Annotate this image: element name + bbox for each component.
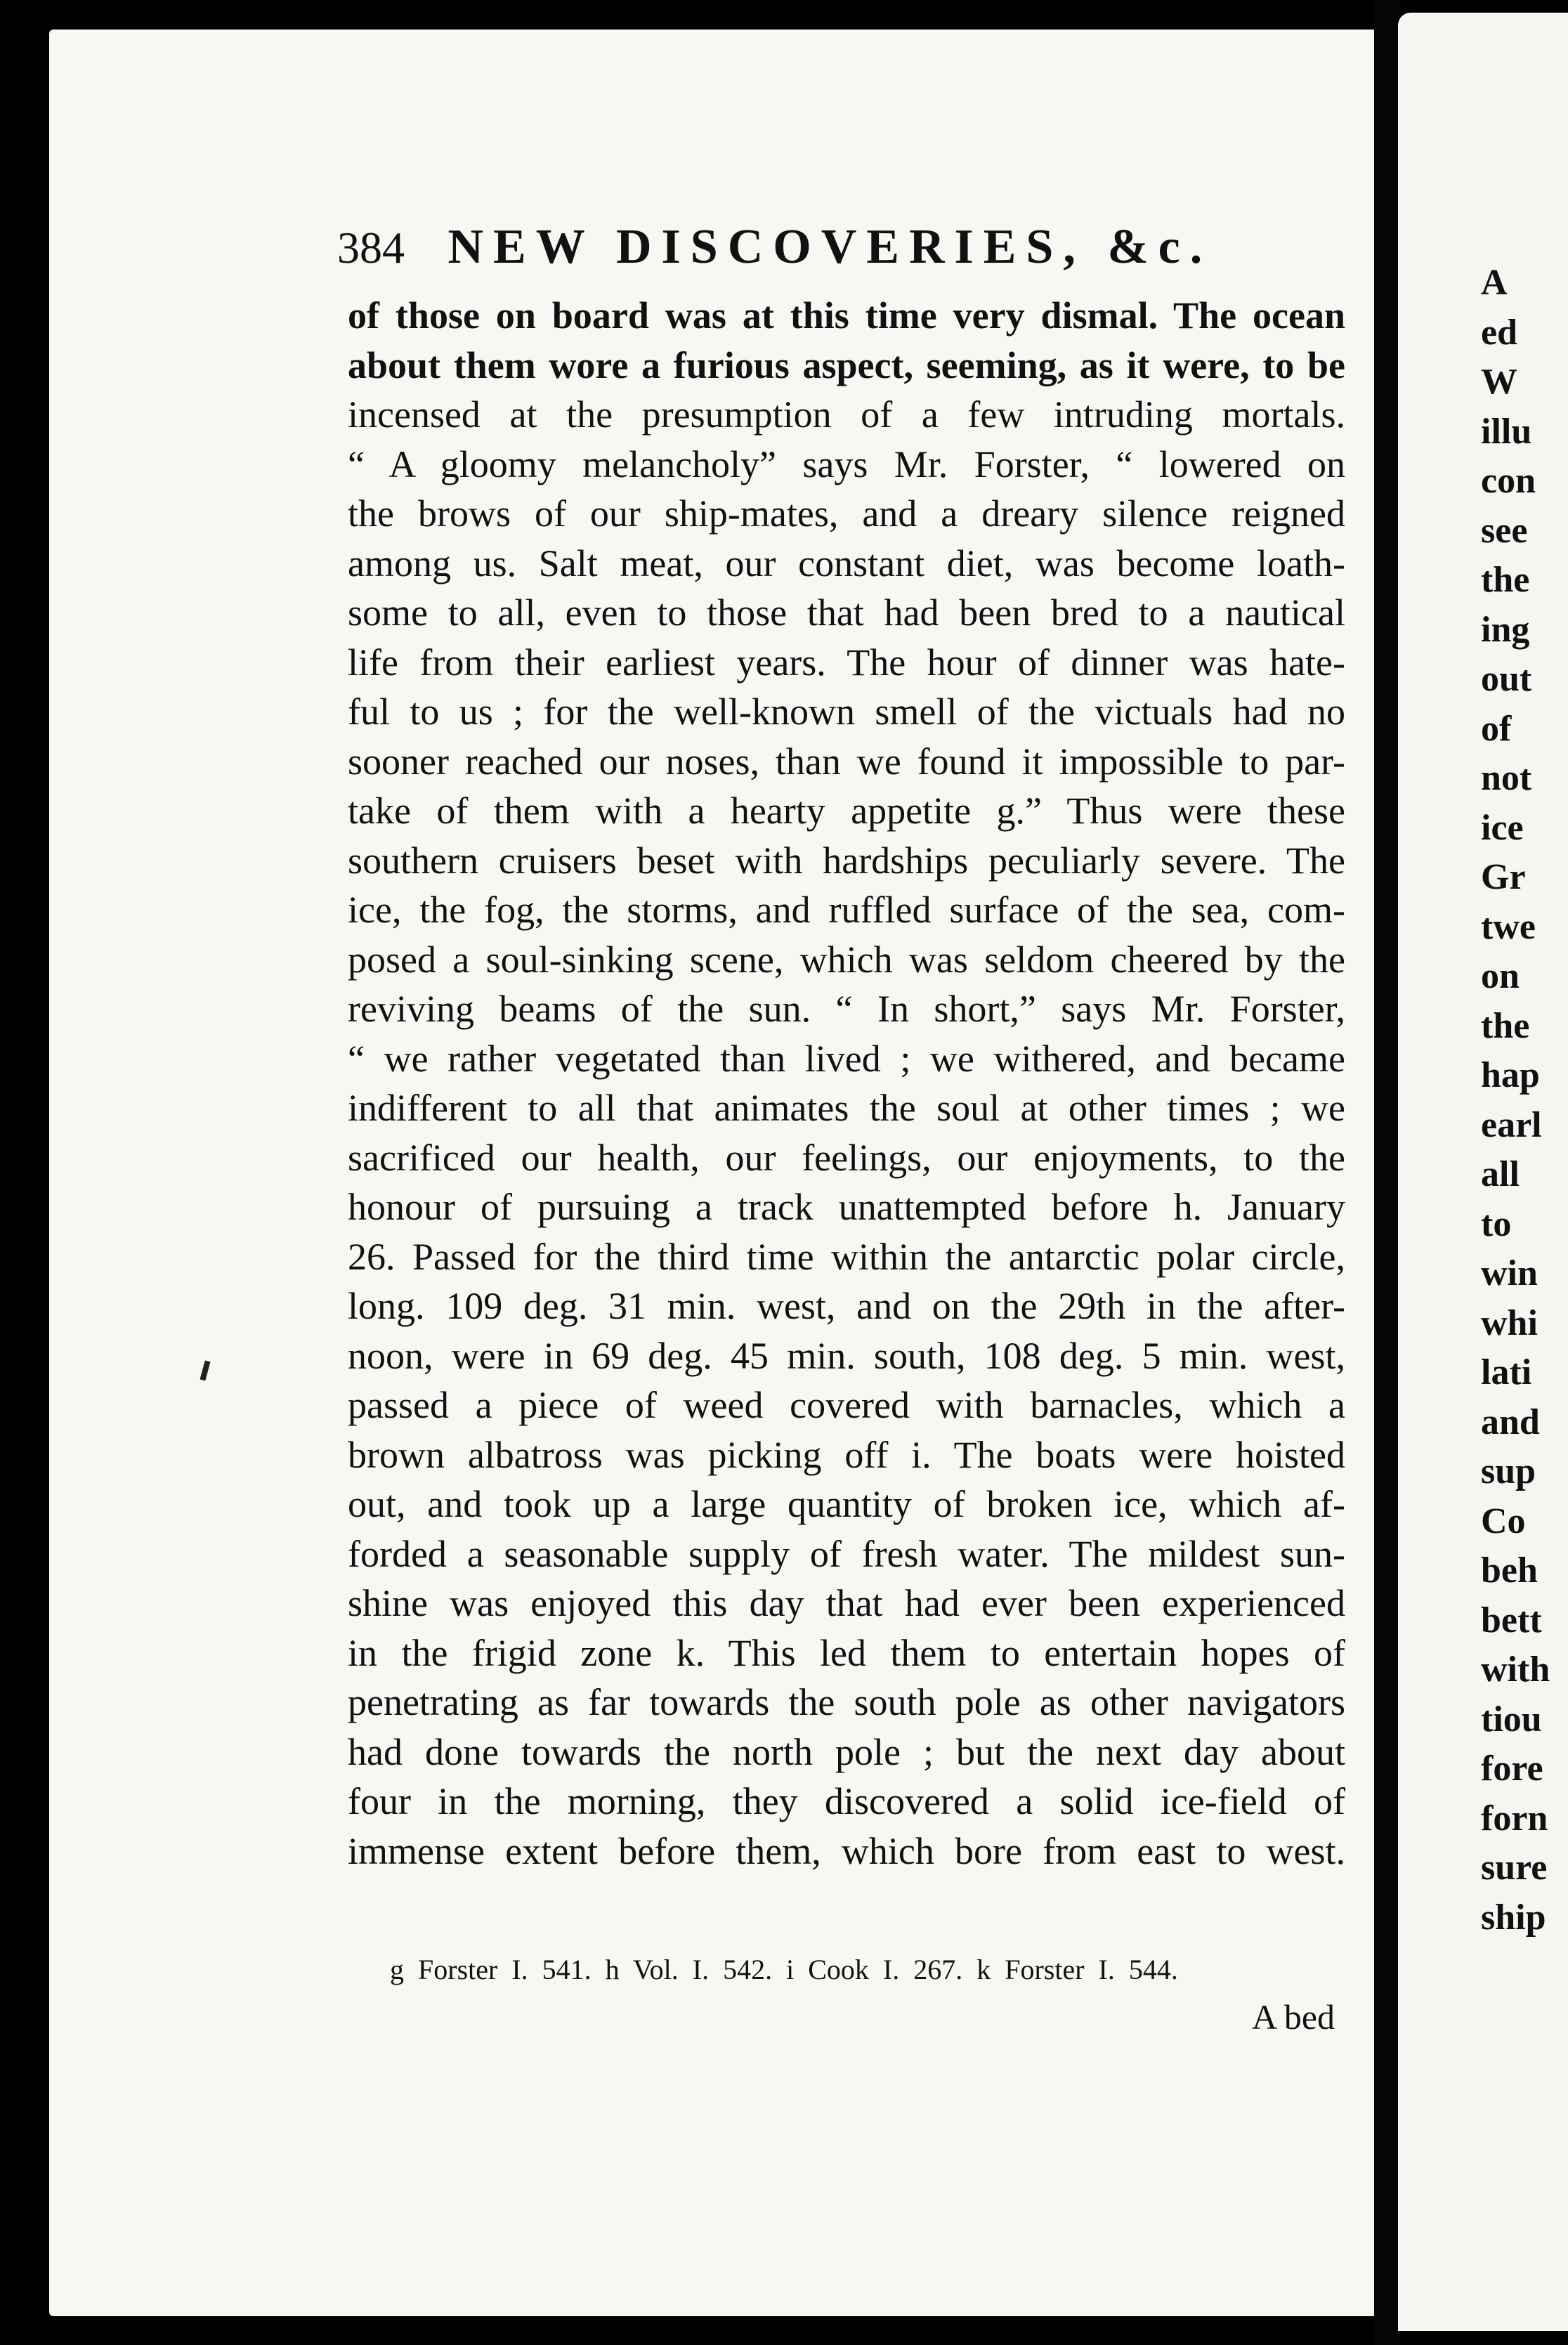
facing-fragment: to — [1481, 1203, 1512, 1244]
facing-fragment: illu — [1481, 411, 1532, 452]
text-line: among us. Salt meat, our constant diet, was become loath- — [348, 542, 1345, 584]
text-line: four in the morning, they discovered a solid ice-field of — [348, 1780, 1345, 1822]
facing-fragment: the — [1481, 1005, 1530, 1046]
facing-fragment: ing — [1481, 609, 1530, 650]
catchword: A bed — [1252, 1997, 1335, 2037]
book-gutter — [1374, 0, 1399, 2345]
page-number: 384 — [337, 223, 405, 273]
text-line: “ we rather vegetated than lived ; we withered, and became — [348, 1037, 1345, 1080]
facing-fragment: win — [1481, 1253, 1538, 1293]
footnotes: g Forster I. 541. h Vol. I. 542. i Cook I. 267. k Forster I. 544. — [390, 1954, 1178, 1985]
text-line: “ A gloomy melancholy” says Mr. Forster, “ lowered on — [348, 443, 1345, 485]
text-line: life from their earliest years. The hour of dinner was hate- — [348, 641, 1345, 684]
facing-fragment: hap — [1481, 1055, 1540, 1095]
text-line: noon, were in 69 deg. 45 min. south, 108 deg. 5 min. west, — [348, 1334, 1345, 1377]
left-page — [49, 30, 1377, 2316]
facing-fragment: lati — [1481, 1352, 1532, 1392]
facing-fragment: on — [1481, 956, 1520, 996]
facing-fragment: ice — [1481, 807, 1524, 848]
facing-fragment: ed — [1481, 312, 1517, 353]
text-line: out, and took up a large quantity of broken ice, which af- — [348, 1483, 1345, 1525]
text-line: had done towards the north pole ; but the next day about — [348, 1730, 1345, 1773]
text-line: indifferent to all that animates the soul at other times ; we — [348, 1087, 1345, 1129]
text-line: posed a soul-sinking scene, which was seldom cheered by the — [348, 938, 1345, 981]
facing-fragment: forn — [1481, 1798, 1548, 1838]
text-line: shine was enjoyed this day that had ever been experienced — [348, 1582, 1345, 1624]
facing-fragment: A — [1481, 263, 1508, 303]
facing-fragment: whi — [1481, 1302, 1538, 1343]
facing-fragment: W — [1481, 362, 1517, 402]
text-line: immense extent before them, which bore from east to west. — [348, 1829, 1345, 1872]
facing-fragment: Gr — [1481, 857, 1526, 897]
text-line: sacrificed our health, our feelings, our enjoyments, to the — [348, 1136, 1345, 1179]
facing-fragment: of — [1481, 708, 1512, 749]
facing-fragment: all — [1481, 1154, 1520, 1194]
facing-fragment: sup — [1481, 1451, 1536, 1491]
text-line: some to all, even to those that had been bred to a nautical — [348, 592, 1345, 634]
facing-fragment: the — [1481, 560, 1530, 600]
text-line: sooner reached our noses, than we found it impossible to par- — [348, 740, 1345, 783]
text-line: reviving beams of the sun. “ In short,” says Mr. Forster, — [348, 988, 1345, 1030]
text-line: forded a seasonable supply of fresh water. The mildest sun- — [348, 1532, 1345, 1575]
text-line: ful to us ; for the well-known smell of the victuals had no — [348, 691, 1345, 733]
facing-fragment: bett — [1481, 1600, 1542, 1640]
facing-page-text — [1481, 259, 1550, 1942]
facing-fragment: fore — [1481, 1749, 1543, 1789]
ink-mark — [200, 1360, 211, 1380]
text-line: southern cruisers beset with hardships peculiarly severe. The — [348, 839, 1345, 882]
facing-fragment: with — [1481, 1650, 1550, 1690]
text-line: ice, the fog, the storms, and ruffled surface of the sea, com- — [348, 889, 1345, 931]
facing-fragment: see — [1481, 510, 1528, 551]
text-line: in the frigid zone k. This led them to entertain hopes of — [348, 1631, 1345, 1674]
text-line: honour of pursuing a track unattempted before h. January — [348, 1186, 1345, 1228]
facing-fragment: sure — [1481, 1848, 1548, 1888]
text-line: brown albatross was picking off i. The boats were hoisted — [348, 1433, 1345, 1476]
text-line: long. 109 deg. 31 min. west, and on the 29th in the after- — [348, 1285, 1345, 1327]
facing-fragment: con — [1481, 461, 1536, 501]
text-line: take of them with a hearty appetite g.” Thus were these — [348, 790, 1345, 832]
text-line: incensed at the presumption of a few intruding mortals. — [348, 393, 1345, 436]
facing-fragment: tiou — [1481, 1699, 1542, 1739]
facing-fragment: not — [1481, 758, 1532, 798]
facing-fragment: twe — [1481, 906, 1536, 947]
facing-fragment: earl — [1481, 1104, 1542, 1145]
text-line: the brows of our ship-mates, and a dreary silence reigned — [348, 492, 1345, 535]
facing-page — [1398, 13, 1568, 2331]
text-line: 26. Passed for the third time within the antarctic polar circle, — [348, 1235, 1345, 1278]
facing-fragment: and — [1481, 1402, 1540, 1442]
text-line: of those on board was at this time very dismal. The ocean — [348, 294, 1345, 337]
text-line: passed a piece of weed covered with barnacles, which a — [348, 1384, 1345, 1426]
running-header — [337, 219, 1286, 282]
facing-fragment: ship — [1481, 1897, 1546, 1938]
text-line: about them wore a furious aspect, seeming, as it were, to be — [348, 344, 1345, 386]
facing-fragment: out — [1481, 659, 1532, 699]
facing-fragment: Co — [1481, 1501, 1526, 1541]
facing-fragment: beh — [1481, 1550, 1538, 1590]
text-line: penetrating as far towards the south pole as other navigators — [348, 1681, 1345, 1723]
running-title: NEW DISCOVERIES, &c. — [447, 220, 1213, 274]
body-text — [348, 291, 1345, 1876]
